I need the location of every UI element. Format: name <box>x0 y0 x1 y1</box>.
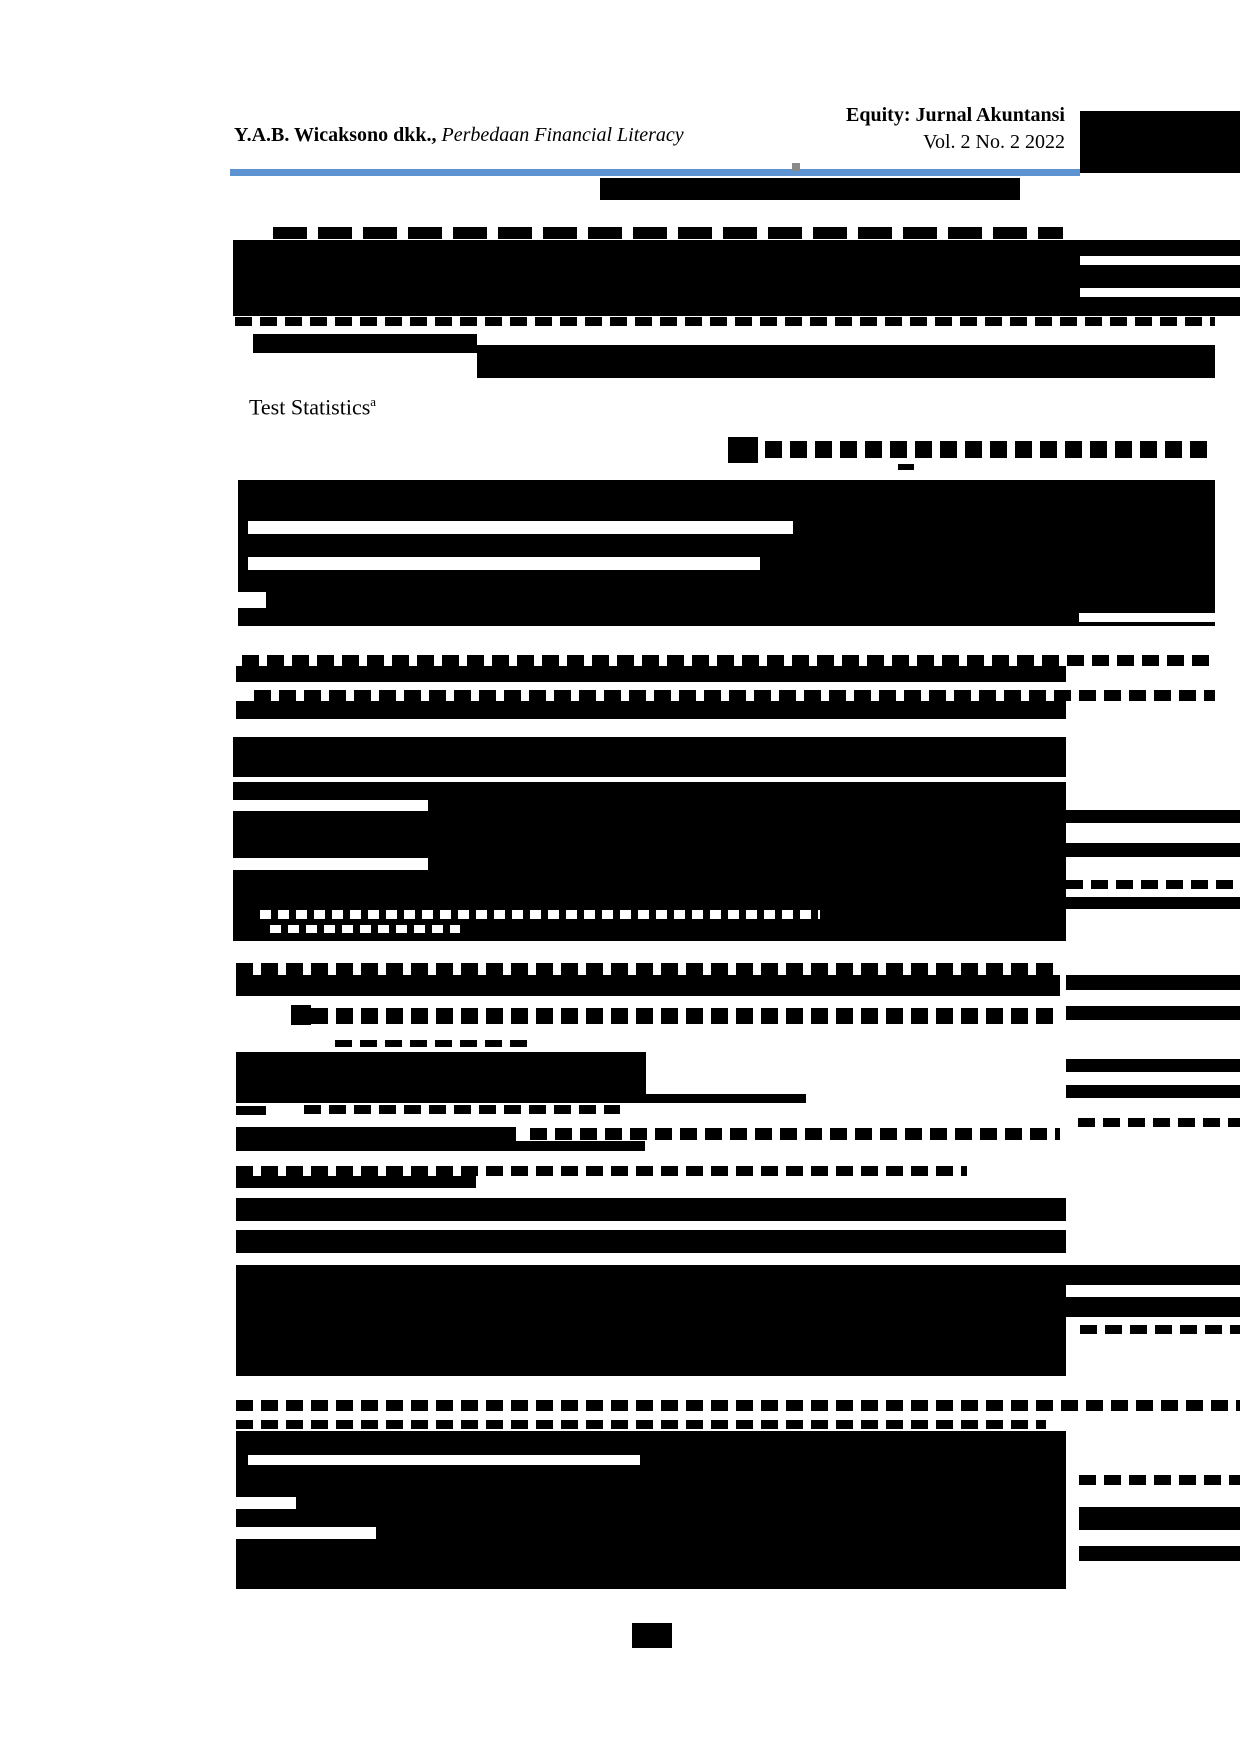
white-gap <box>1079 613 1215 622</box>
journal-volume: Vol. 2 No. 2 2022 <box>923 131 1065 153</box>
margin-bar <box>1066 1006 1240 1020</box>
white-gap <box>236 1497 296 1509</box>
redaction-bar <box>253 334 477 353</box>
redaction-word-row <box>236 1420 1046 1429</box>
redaction-glyph <box>728 437 758 463</box>
redaction-word-row <box>242 655 1215 666</box>
white-word-row <box>260 910 820 919</box>
redaction-bar <box>236 1141 645 1151</box>
margin-bar <box>1079 1507 1240 1530</box>
redaction-word-row <box>235 317 1215 326</box>
redaction-word-row <box>765 441 1215 458</box>
redaction-word-row <box>236 1166 967 1176</box>
redaction-word-row <box>273 227 1063 239</box>
test-statistics-caption <box>249 394 376 420</box>
redaction-bar <box>600 178 1020 200</box>
white-gap <box>238 592 266 608</box>
redaction-word-row <box>304 1105 620 1114</box>
journal-name: Equity: Jurnal Akuntansi <box>846 104 1065 126</box>
margin-word-row <box>1079 1475 1240 1485</box>
white-gap <box>233 858 428 870</box>
redaction-word-row <box>236 963 1060 975</box>
white-gap <box>233 800 428 811</box>
header-gray-blip <box>792 163 800 171</box>
margin-word-row <box>1066 880 1240 889</box>
corner-redaction-box <box>1080 111 1240 173</box>
redaction-block-paragraph <box>236 1052 646 1094</box>
redaction-word-row <box>311 1008 1060 1024</box>
redaction-bar <box>236 1198 1066 1221</box>
redaction-glyph <box>291 1005 311 1025</box>
redaction-word-row <box>530 1128 1060 1140</box>
white-gap <box>1080 288 1240 297</box>
redaction-bar <box>236 975 1060 996</box>
header-rule <box>230 169 1080 176</box>
margin-bar <box>1066 843 1240 857</box>
redaction-bar <box>233 737 1066 777</box>
redaction-bar <box>236 701 1066 719</box>
margin-bar <box>1079 1546 1240 1561</box>
white-gap <box>248 557 760 570</box>
redaction-bar <box>236 1127 516 1141</box>
running-head-article-title: Perbedaan Financial Literacy <box>436 124 684 146</box>
white-gap <box>248 521 793 534</box>
redaction-word-row <box>236 1400 1240 1411</box>
running-head-authors: Y.A.B. Wicaksono dkk., <box>234 124 437 146</box>
redaction-tick <box>898 464 914 470</box>
page-number-redaction <box>632 1623 672 1648</box>
margin-bar <box>1066 975 1240 990</box>
white-gap <box>1080 256 1240 265</box>
white-gap <box>236 1527 376 1539</box>
running-head-right <box>600 102 1065 156</box>
margin-bar <box>1066 897 1240 909</box>
redaction-block-title <box>233 240 1240 316</box>
margin-word-row <box>1078 1118 1240 1127</box>
redaction-block-table <box>238 480 1215 626</box>
white-gap <box>248 1455 640 1465</box>
redaction-bar <box>236 1106 266 1115</box>
redaction-block-paragraph <box>236 1265 1066 1376</box>
redaction-bar <box>236 1230 1066 1253</box>
white-word-row <box>270 925 460 933</box>
margin-bar <box>1066 1085 1240 1098</box>
margin-bar <box>1066 1059 1240 1072</box>
test-statistics-superscript: a <box>370 394 377 409</box>
redaction-word-row <box>335 1040 535 1047</box>
redaction-word-row <box>254 690 1215 701</box>
margin-bar <box>1066 1265 1240 1285</box>
redaction-bar <box>236 666 1066 682</box>
redaction-bar <box>477 345 1215 378</box>
margin-word-row <box>1080 1325 1240 1334</box>
redaction-bar <box>236 1094 806 1103</box>
test-statistics-label: Test Statistics <box>249 394 371 420</box>
margin-bar <box>1066 1297 1240 1317</box>
margin-bar <box>1066 810 1240 823</box>
redaction-bar <box>236 1176 476 1188</box>
